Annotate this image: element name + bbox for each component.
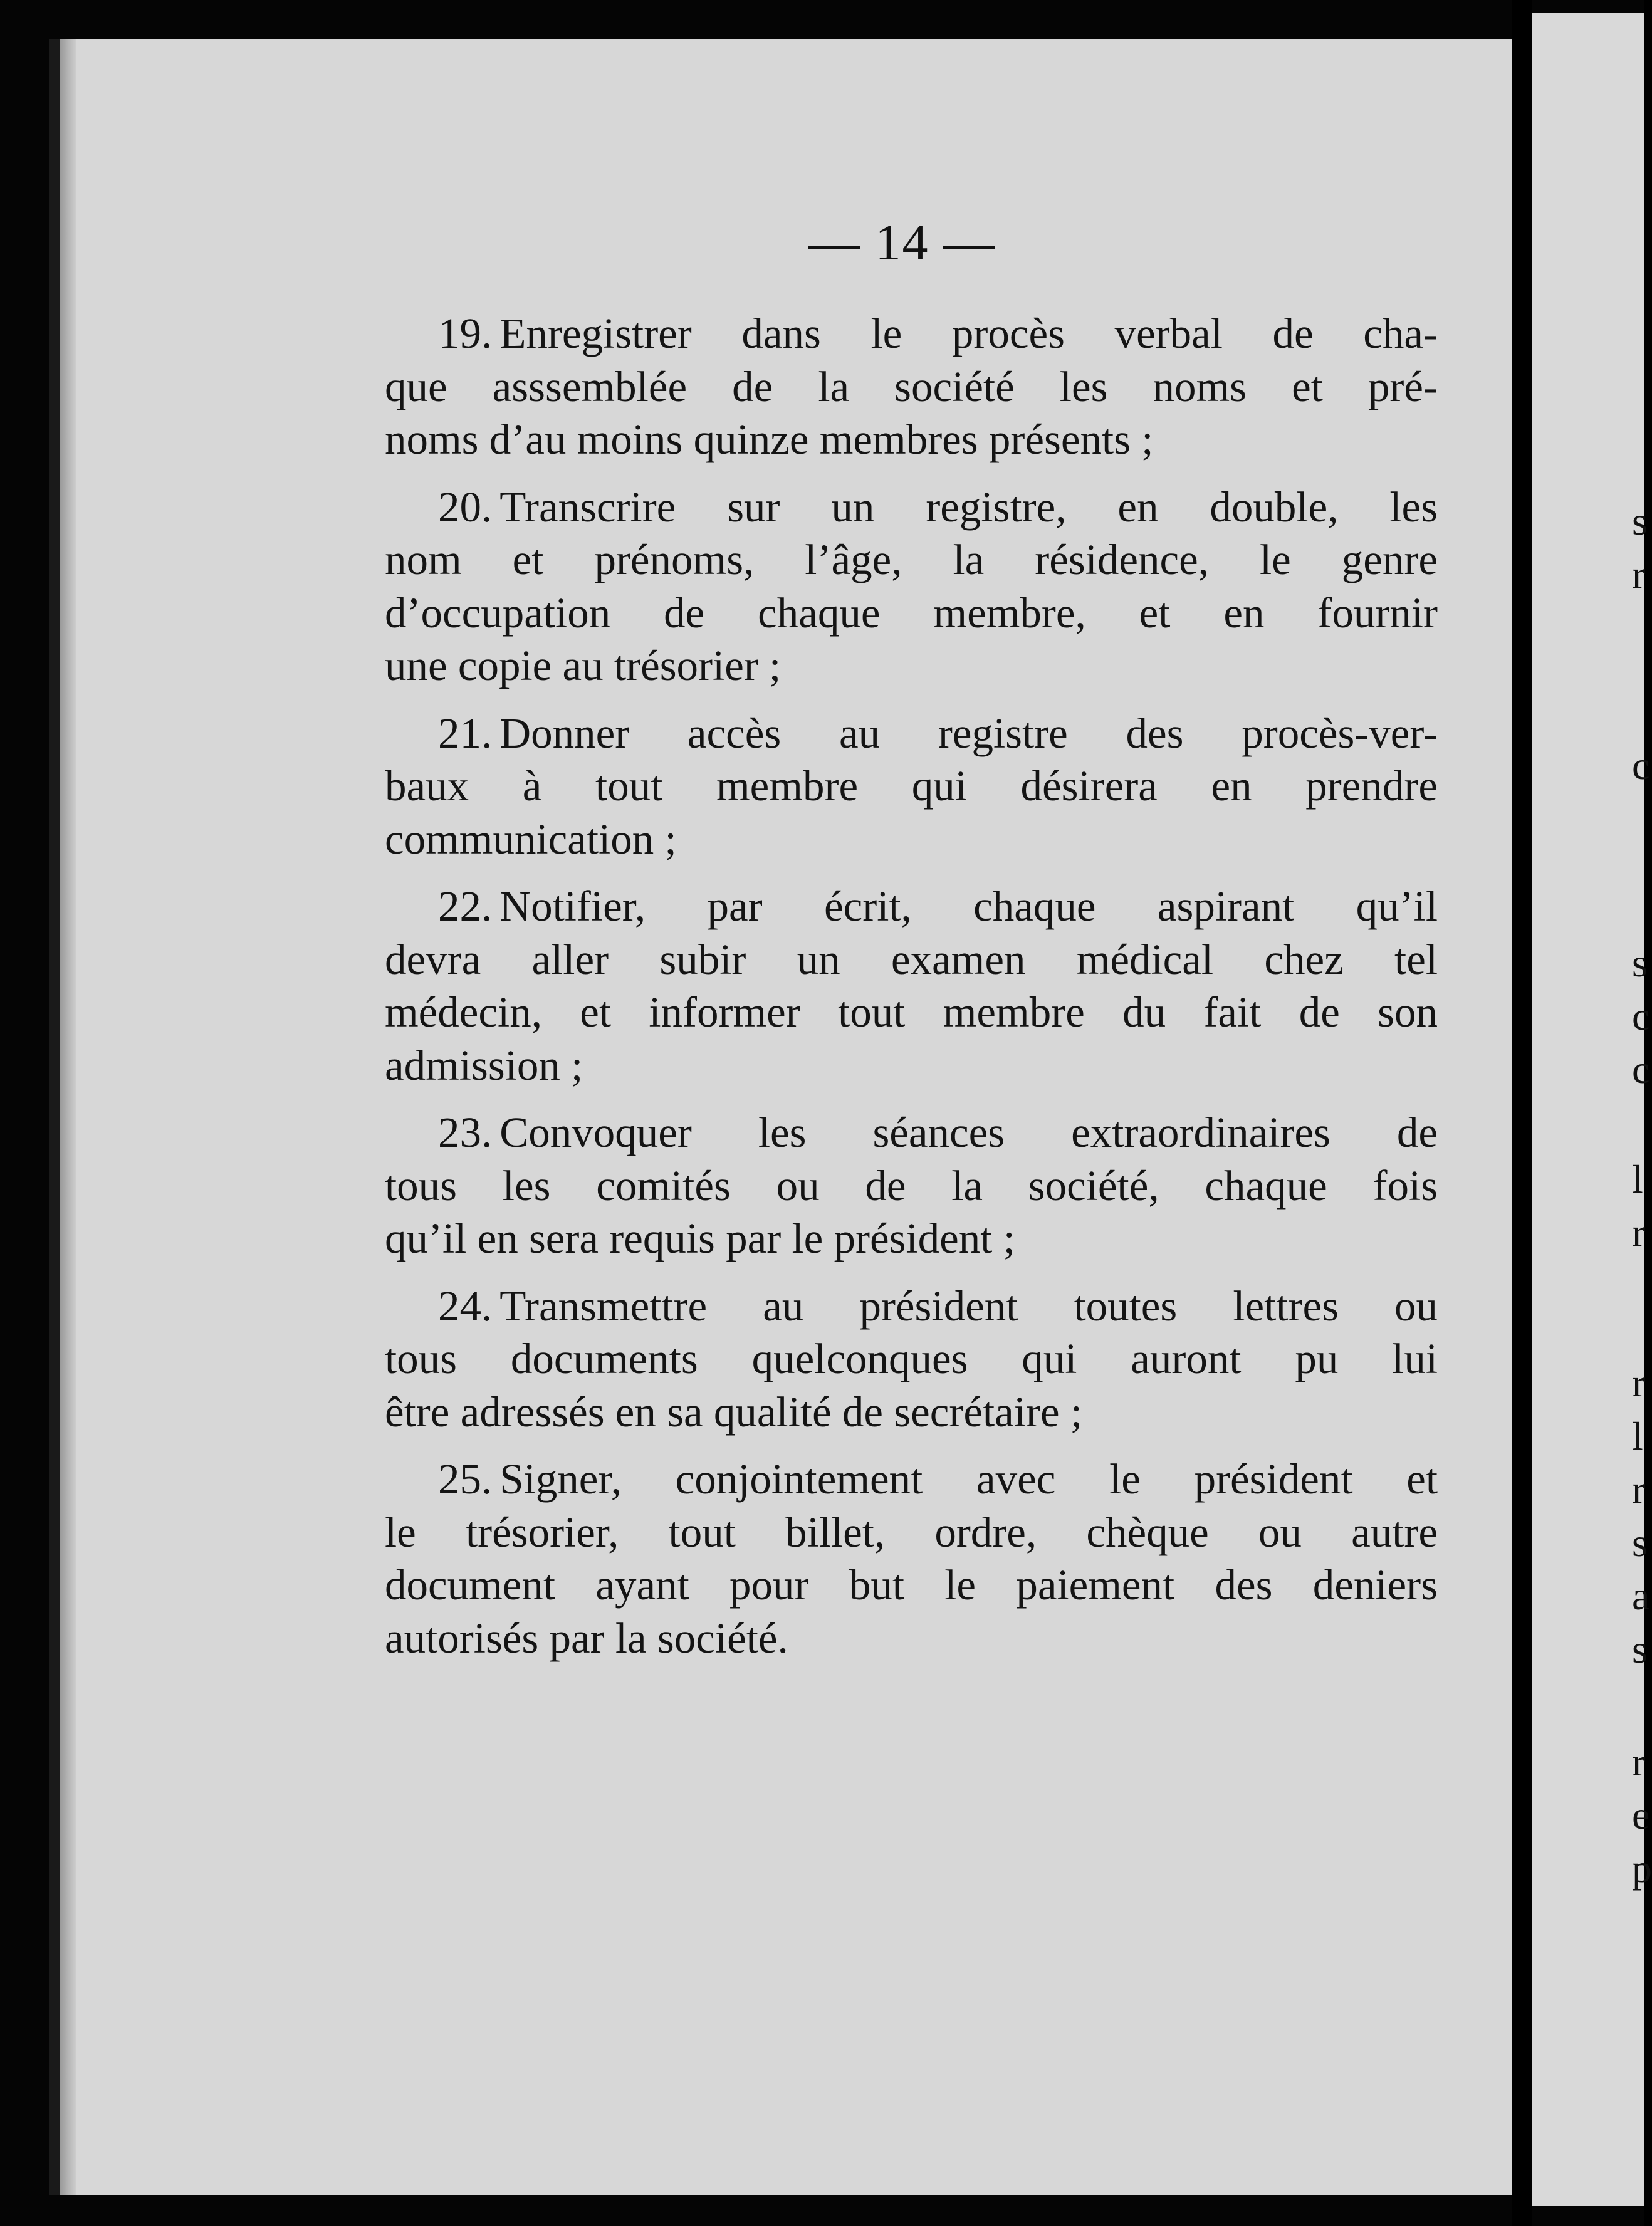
page-number: — 14 — [808, 214, 996, 271]
article-line: 25. Signer, conjointement avec le président et [385, 1453, 1438, 1506]
facing-page-letter: l [1632, 1157, 1643, 1201]
facing-page-letter: r [1632, 1467, 1646, 1512]
article-line: communication ; [385, 815, 677, 863]
article-line: noms d’au moins quinze membres présents ; [385, 415, 1154, 463]
article-number: 22. [438, 882, 493, 930]
facing-page [1532, 13, 1644, 2206]
facing-page-letter: s [1632, 941, 1648, 985]
article-21 [385, 707, 1438, 866]
article-line: qu’il en sera requis par le président ; [385, 1215, 1015, 1262]
article-line: devra aller subir un examen médical chez tel [385, 935, 1438, 983]
article-line: autorisés par la société. [385, 1614, 788, 1662]
facing-page-letter: l [1632, 1414, 1643, 1458]
article-line: tous documents quelconques qui auront pu lui [385, 1335, 1438, 1382]
facing-page-letter: s [1632, 499, 1648, 543]
facing-page-letter: e [1632, 1793, 1650, 1837]
article-number: 21. [438, 709, 493, 757]
article-number: 24. [438, 1282, 493, 1330]
article-line: d’occupation de chaque membre, et en fournir [385, 588, 1438, 637]
article-line: 22. Notifier, par écrit, chaque aspirant qu’il [385, 880, 1438, 933]
article-line: nom et prénoms, l’âge, la résidence, le genre [385, 536, 1438, 583]
article-line: le trésorier, tout billet, ordre, chèque ou autre [385, 1508, 1438, 1556]
article-line: 19. Enregistrer dans le procès verbal de cha- [385, 307, 1438, 360]
facing-page-letter: c [1632, 994, 1650, 1038]
facing-page-letter: c [1632, 743, 1650, 788]
article-number: 19. [438, 310, 493, 357]
facing-page-letter: r [1632, 552, 1646, 597]
facing-page-letter: s [1632, 1627, 1648, 1671]
article-line: tous les comités ou de la société, chaque fois [385, 1161, 1438, 1210]
article-line: 23. Convoquer les séances extraordinaires de [385, 1106, 1438, 1159]
facing-page-letter: c [1632, 1047, 1650, 1092]
article-line: une copie au trésorier ; [385, 642, 782, 689]
article-line: que asssemblée de la société les noms et pré- [385, 362, 1438, 410]
article-number: 25. [438, 1455, 493, 1503]
facing-page-letter: p [1632, 1846, 1652, 1891]
article-line: document ayant pour but le paiement des deniers [385, 1561, 1438, 1609]
article-line: médecin, et informer tout membre du fait de son [385, 988, 1438, 1036]
article-22 [385, 880, 1438, 1092]
article-24 [385, 1280, 1438, 1439]
facing-page-letter: s [1632, 1520, 1648, 1565]
article-19 [385, 307, 1438, 466]
article-number: 20. [438, 483, 493, 531]
article-line: 24. Transmettre au président toutes lettres ou [385, 1280, 1438, 1333]
article-line: être adressés en sa qualité de secrétaire ; [385, 1387, 1082, 1436]
article-20 [385, 481, 1438, 692]
article-23 [385, 1106, 1438, 1265]
book-gutter [1512, 0, 1532, 2226]
article-line: 20. Transcrire sur un registre, en double, les [385, 481, 1438, 534]
article-line: 21. Donner accès au registre des procès-ver- [385, 707, 1438, 760]
article-number: 23. [438, 1109, 493, 1156]
facing-page-letter: r [1632, 1210, 1646, 1255]
article-line: admission ; [385, 1041, 583, 1089]
facing-page-letter: r [1632, 1361, 1646, 1405]
facing-page-letter: a [1632, 1574, 1650, 1618]
facing-page-letter: r [1632, 1740, 1646, 1784]
article-line: baux à tout membre qui désirera en prendre [385, 762, 1438, 810]
page-edge [60, 39, 76, 2195]
article-25 [385, 1453, 1438, 1664]
article-list [385, 307, 1438, 1679]
